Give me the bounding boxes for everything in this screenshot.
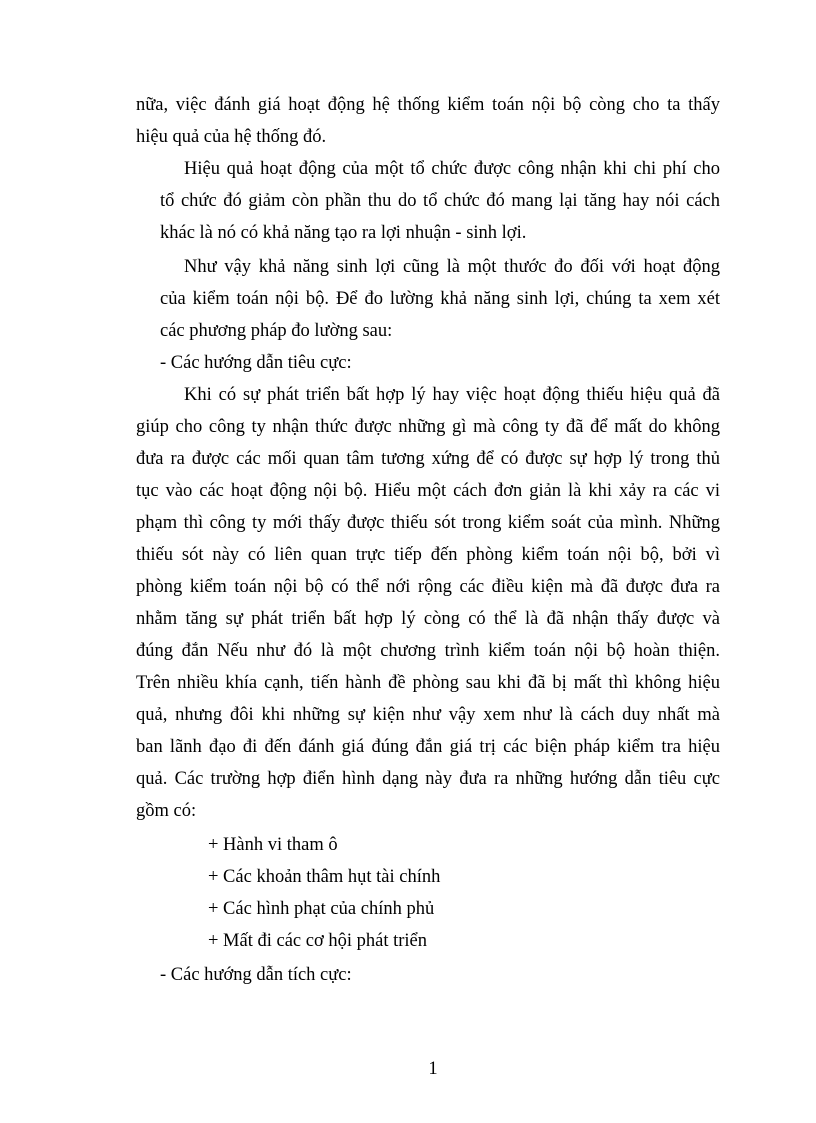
text-line: quả. Các trường hợp điển hình dạng này đưa ra những hướng dẫn tiêu cực (136, 769, 720, 789)
list-item: + Các khoản thâm hụt tài chính (208, 867, 441, 887)
text-line: ban lãnh đạo đi đến đánh giá đúng đắn giá trị các biện pháp kiểm tra hiệu (136, 737, 720, 757)
text-line: Trên nhiều khía cạnh, tiến hành đề phòng sau khi đã bị mất thì không hiệu (136, 673, 720, 693)
text-line: nhằm tăng sự phát triển bất hợp lý còng có thể là đã nhận thấy được và (136, 609, 720, 629)
text-line: phạm thì công ty mới thấy được thiếu sót trong kiểm soát của mình. Những (136, 513, 720, 533)
page-number: 1 (428, 1059, 438, 1079)
text-line: khác là nó có khả năng tạo ra lợi nhuận - sinh lợi. (160, 223, 527, 243)
text-line: đưa ra được các mối quan tâm tương xứng để có được sự hợp lý trong thủ (136, 449, 720, 469)
text-line: tổ chức đó giảm còn phần thu do tổ chức đó mang lại tăng hay nói cách (160, 191, 720, 211)
list-item: + Các hình phạt của chính phủ (208, 899, 435, 919)
section-heading-positive: - Các hướng dẫn tích cực: (160, 965, 352, 985)
text-line: nữa, việc đánh giá hoạt động hệ thống kiểm toán nội bộ còng cho ta thấy (136, 95, 720, 115)
text-line: Hiệu quả hoạt động của một tổ chức được công nhận khi chi phí cho (184, 159, 720, 179)
text-line: hiệu quả của hệ thống đó. (136, 127, 327, 147)
text-line: Như vậy khả năng sinh lợi cũng là một thước đo đối với hoạt động (184, 257, 720, 277)
text-line: của kiểm toán nội bộ. Để đo lường khả năng sinh lợi, chúng ta xem xét (160, 289, 720, 309)
text-line: các phương pháp đo lường sau: (160, 321, 393, 341)
text-line: gồm có: (136, 801, 197, 821)
list-item: + Mất đi các cơ hội phát triển (208, 931, 428, 951)
text-line: thiếu sót này có liên quan trực tiếp đến phòng kiểm toán nội bộ, bởi vì (136, 545, 720, 565)
section-heading-negative: - Các hướng dẫn tiêu cực: (160, 353, 352, 373)
text-line: Khi có sự phát triển bất hợp lý hay việc hoạt động thiếu hiệu quả đã (184, 385, 720, 405)
list-item: + Hành vi tham ô (208, 835, 338, 855)
text-line: phòng kiểm toán nội bộ có thể nới rộng các điều kiện mà đã được đưa ra (136, 577, 720, 597)
text-line: giúp cho công ty nhận thức được những gì mà công ty đã để mất do không (136, 417, 720, 437)
text-line: đúng đắn Nếu như đó là một chương trình kiểm toán nội bộ hoàn thiện. (136, 641, 720, 661)
text-line: quả, nhưng đôi khi những sự kiện như vậy xem như là cách duy nhất mà (136, 705, 720, 725)
text-line: tục vào các hoạt động nội bộ. Hiểu một cách đơn giản là khi xảy ra các vi (136, 481, 720, 501)
